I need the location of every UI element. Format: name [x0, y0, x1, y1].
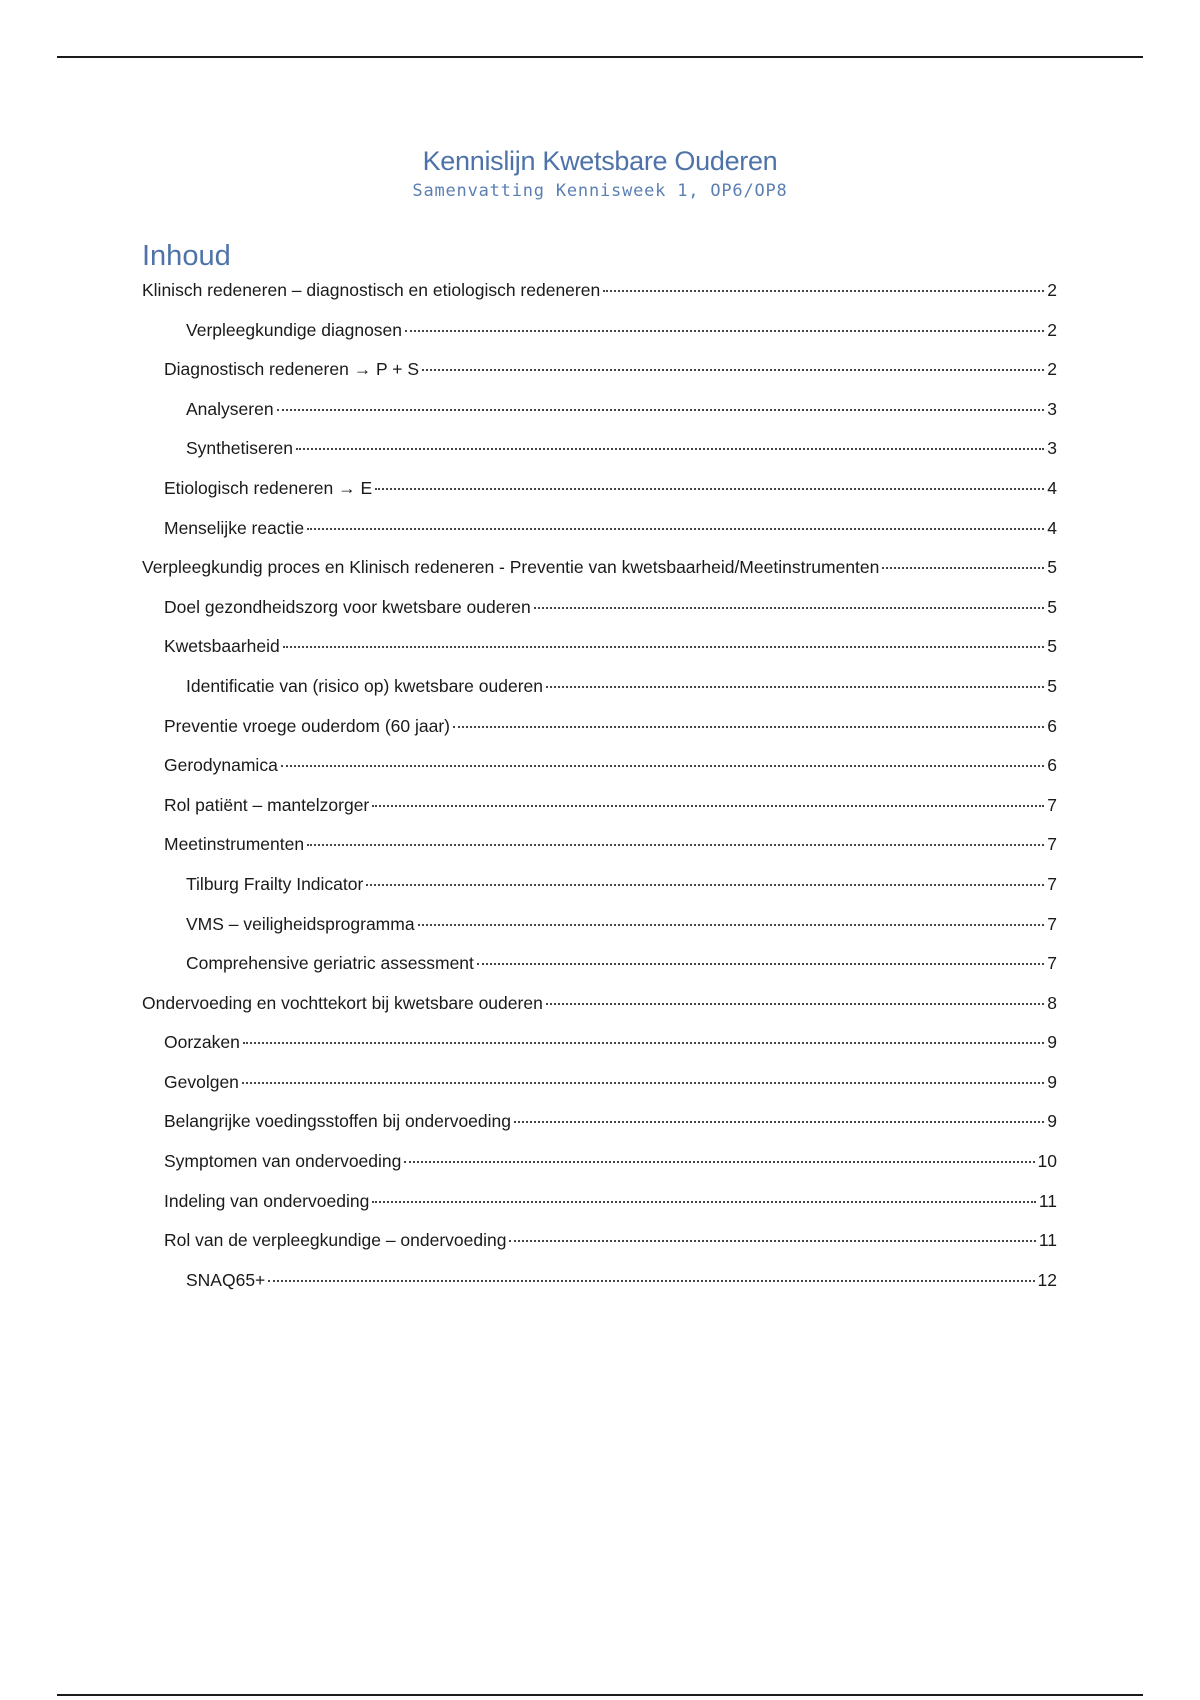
- document-title: Kennislijn Kwetsbare Ouderen: [422, 146, 778, 176]
- toc-entry-label[interactable]: Tilburg Frailty Indicator: [186, 873, 364, 894]
- toc-entry[interactable]: [142, 1029, 1057, 1055]
- toc-dot-leader: [296, 447, 1044, 450]
- toc-dot-leader: [509, 1239, 1035, 1242]
- toc-heading: Inhoud: [142, 240, 231, 272]
- toc-dot-leader: [283, 645, 1044, 648]
- toc-entry[interactable]: [142, 673, 1057, 699]
- toc-entry-page-number[interactable]: 9: [1047, 1032, 1057, 1053]
- toc-entry[interactable]: [142, 752, 1057, 778]
- toc-entry-page-number[interactable]: 9: [1047, 1111, 1057, 1132]
- toc-entry[interactable]: [142, 1267, 1057, 1293]
- toc-entry-page-number[interactable]: 7: [1047, 794, 1057, 815]
- toc-entry-page-number[interactable]: 6: [1047, 755, 1057, 776]
- toc-dot-leader: [242, 1081, 1044, 1084]
- toc-entry-page-number[interactable]: 5: [1047, 636, 1057, 657]
- toc-entry[interactable]: [142, 633, 1057, 659]
- toc-dot-leader: [281, 764, 1044, 767]
- toc-dot-leader: [268, 1279, 1034, 1282]
- toc-dot-leader: [375, 487, 1044, 490]
- toc-entry[interactable]: [142, 356, 1057, 382]
- toc-entry[interactable]: [142, 1188, 1057, 1214]
- toc-entry-label[interactable]: Doel gezondheidszorg voor kwetsbare ouderen: [164, 596, 531, 617]
- toc-entry-label[interactable]: Diagnostisch redeneren → P + S: [164, 359, 420, 380]
- toc-entry-label[interactable]: Kwetsbaarheid: [164, 636, 280, 657]
- toc-entry[interactable]: [142, 792, 1057, 818]
- toc-entry-label[interactable]: Rol patiënt – mantelzorger: [164, 794, 370, 815]
- toc-entry-label[interactable]: Indeling van ondervoeding: [164, 1190, 370, 1211]
- toc-dot-leader: [307, 843, 1044, 846]
- toc-entry[interactable]: [142, 1108, 1057, 1134]
- toc-entry[interactable]: [142, 515, 1057, 541]
- toc-entry-label[interactable]: Symptomen van ondervoeding: [164, 1151, 402, 1172]
- toc-entry-page-number[interactable]: 7: [1047, 913, 1057, 934]
- toc-entry-label[interactable]: Etiologisch redeneren → E: [164, 477, 373, 498]
- toc-entry[interactable]: [142, 831, 1057, 857]
- toc-entry[interactable]: [142, 1227, 1057, 1253]
- toc-entry-page-number[interactable]: 5: [1047, 596, 1057, 617]
- toc-entry[interactable]: [142, 277, 1057, 303]
- toc-entry-label[interactable]: VMS – veiligheidsprogramma: [186, 913, 415, 934]
- toc-entry-page-number[interactable]: 6: [1047, 715, 1057, 736]
- toc-entry-page-number[interactable]: 8: [1047, 992, 1057, 1013]
- toc-dot-leader: [453, 725, 1044, 728]
- toc-entry-page-number[interactable]: 10: [1037, 1151, 1057, 1172]
- toc-entry[interactable]: [142, 594, 1057, 620]
- toc-dot-leader: [372, 1200, 1036, 1203]
- toc-dot-leader: [307, 527, 1044, 530]
- toc-entry-label[interactable]: Ondervoeding en vochttekort bij kwetsbare ouderen: [142, 992, 543, 1013]
- toc-dot-leader: [404, 1160, 1034, 1163]
- toc-entry-label[interactable]: Identificatie van (risico op) kwetsbare ouderen: [186, 675, 543, 696]
- toc-dot-leader: [277, 408, 1045, 411]
- toc-entry[interactable]: [142, 950, 1057, 976]
- toc-entry[interactable]: [142, 1148, 1057, 1174]
- toc-entry-label[interactable]: Synthetiseren: [186, 438, 294, 459]
- toc-entry-label[interactable]: Gevolgen: [164, 1071, 239, 1092]
- toc-entry-page-number[interactable]: 7: [1047, 834, 1057, 855]
- toc-dot-leader: [422, 368, 1044, 371]
- toc-entry-page-number[interactable]: 11: [1038, 1230, 1057, 1251]
- toc-dot-leader: [534, 606, 1045, 609]
- toc-dot-leader: [405, 329, 1044, 332]
- toc-entry[interactable]: [142, 475, 1057, 501]
- header-rule: [57, 56, 1143, 58]
- document-subtitle: Samenvatting Kennisweek 1, OP6/OP8: [412, 181, 788, 201]
- toc-entry-page-number[interactable]: 4: [1047, 477, 1057, 498]
- toc-entry[interactable]: [142, 317, 1057, 343]
- toc-entry[interactable]: [142, 396, 1057, 422]
- toc-dot-leader: [477, 962, 1044, 965]
- toc-entry-label[interactable]: Meetinstrumenten: [164, 834, 305, 855]
- toc-entry-page-number[interactable]: 3: [1047, 398, 1057, 419]
- toc-dot-leader: [243, 1041, 1044, 1044]
- toc-entry[interactable]: [142, 554, 1057, 580]
- toc-entry-page-number[interactable]: 4: [1047, 517, 1057, 538]
- toc-entry-label[interactable]: Oorzaken: [164, 1032, 240, 1053]
- toc-dot-leader: [372, 804, 1044, 807]
- toc-entry-label[interactable]: Belangrijke voedingsstoffen bij ondervoeding: [164, 1111, 512, 1132]
- toc-entry-label[interactable]: Gerodynamica: [164, 755, 278, 776]
- toc-dot-leader: [882, 566, 1044, 569]
- toc-entry-label[interactable]: Analyseren: [186, 398, 274, 419]
- table-of-contents: [142, 277, 1057, 1306]
- toc-dot-leader: [366, 883, 1044, 886]
- toc-entry-label[interactable]: Rol van de verpleegkundige – ondervoeding: [164, 1230, 507, 1251]
- toc-entry-page-number[interactable]: 2: [1047, 319, 1057, 340]
- toc-entry-label[interactable]: Comprehensive geriatric assessment: [186, 953, 474, 974]
- toc-entry-page-number[interactable]: 2: [1047, 280, 1057, 300]
- toc-dot-leader: [514, 1120, 1044, 1123]
- toc-entry-label[interactable]: Verpleegkundige diagnosen: [186, 319, 403, 340]
- toc-entry-page-number[interactable]: 5: [1047, 675, 1057, 696]
- toc-entry-page-number[interactable]: 7: [1047, 953, 1057, 974]
- toc-dot-leader: [546, 1002, 1044, 1005]
- toc-entry-label[interactable]: Verpleegkundig proces en Klinisch redeneren - Preventie van kwetsbaarheid/Meetinstrumenten: [142, 557, 880, 578]
- toc-entry-page-number[interactable]: 11: [1038, 1190, 1057, 1211]
- toc-entry[interactable]: [142, 1069, 1057, 1095]
- toc-entry[interactable]: [142, 435, 1057, 461]
- toc-entry-page-number[interactable]: 5: [1047, 557, 1057, 578]
- footer-rule: [57, 1694, 1143, 1696]
- toc-entry-page-number[interactable]: 7: [1047, 873, 1057, 894]
- toc-dot-leader: [418, 923, 1045, 926]
- toc-entry-label[interactable]: Menselijke reactie: [164, 517, 305, 538]
- toc-entry[interactable]: [142, 990, 1057, 1016]
- document-header: [0, 144, 1200, 204]
- toc-entry-label[interactable]: Preventie vroege ouderdom (60 jaar): [164, 715, 450, 736]
- toc-dot-leader: [603, 289, 1044, 292]
- toc-entry-label[interactable]: Klinisch redeneren – diagnostisch en etiologisch redeneren: [142, 280, 601, 300]
- toc-entry-page-number[interactable]: 9: [1047, 1071, 1057, 1092]
- toc-dot-leader: [546, 685, 1044, 688]
- toc-entry[interactable]: [142, 911, 1057, 937]
- toc-entry[interactable]: [142, 713, 1057, 739]
- toc-entry-page-number[interactable]: 12: [1037, 1269, 1057, 1290]
- toc-entry-label[interactable]: SNAQ65+: [186, 1269, 266, 1290]
- toc-entry-page-number[interactable]: 2: [1047, 359, 1057, 380]
- toc-entry[interactable]: [142, 871, 1057, 897]
- toc-entry-page-number[interactable]: 3: [1047, 438, 1057, 459]
